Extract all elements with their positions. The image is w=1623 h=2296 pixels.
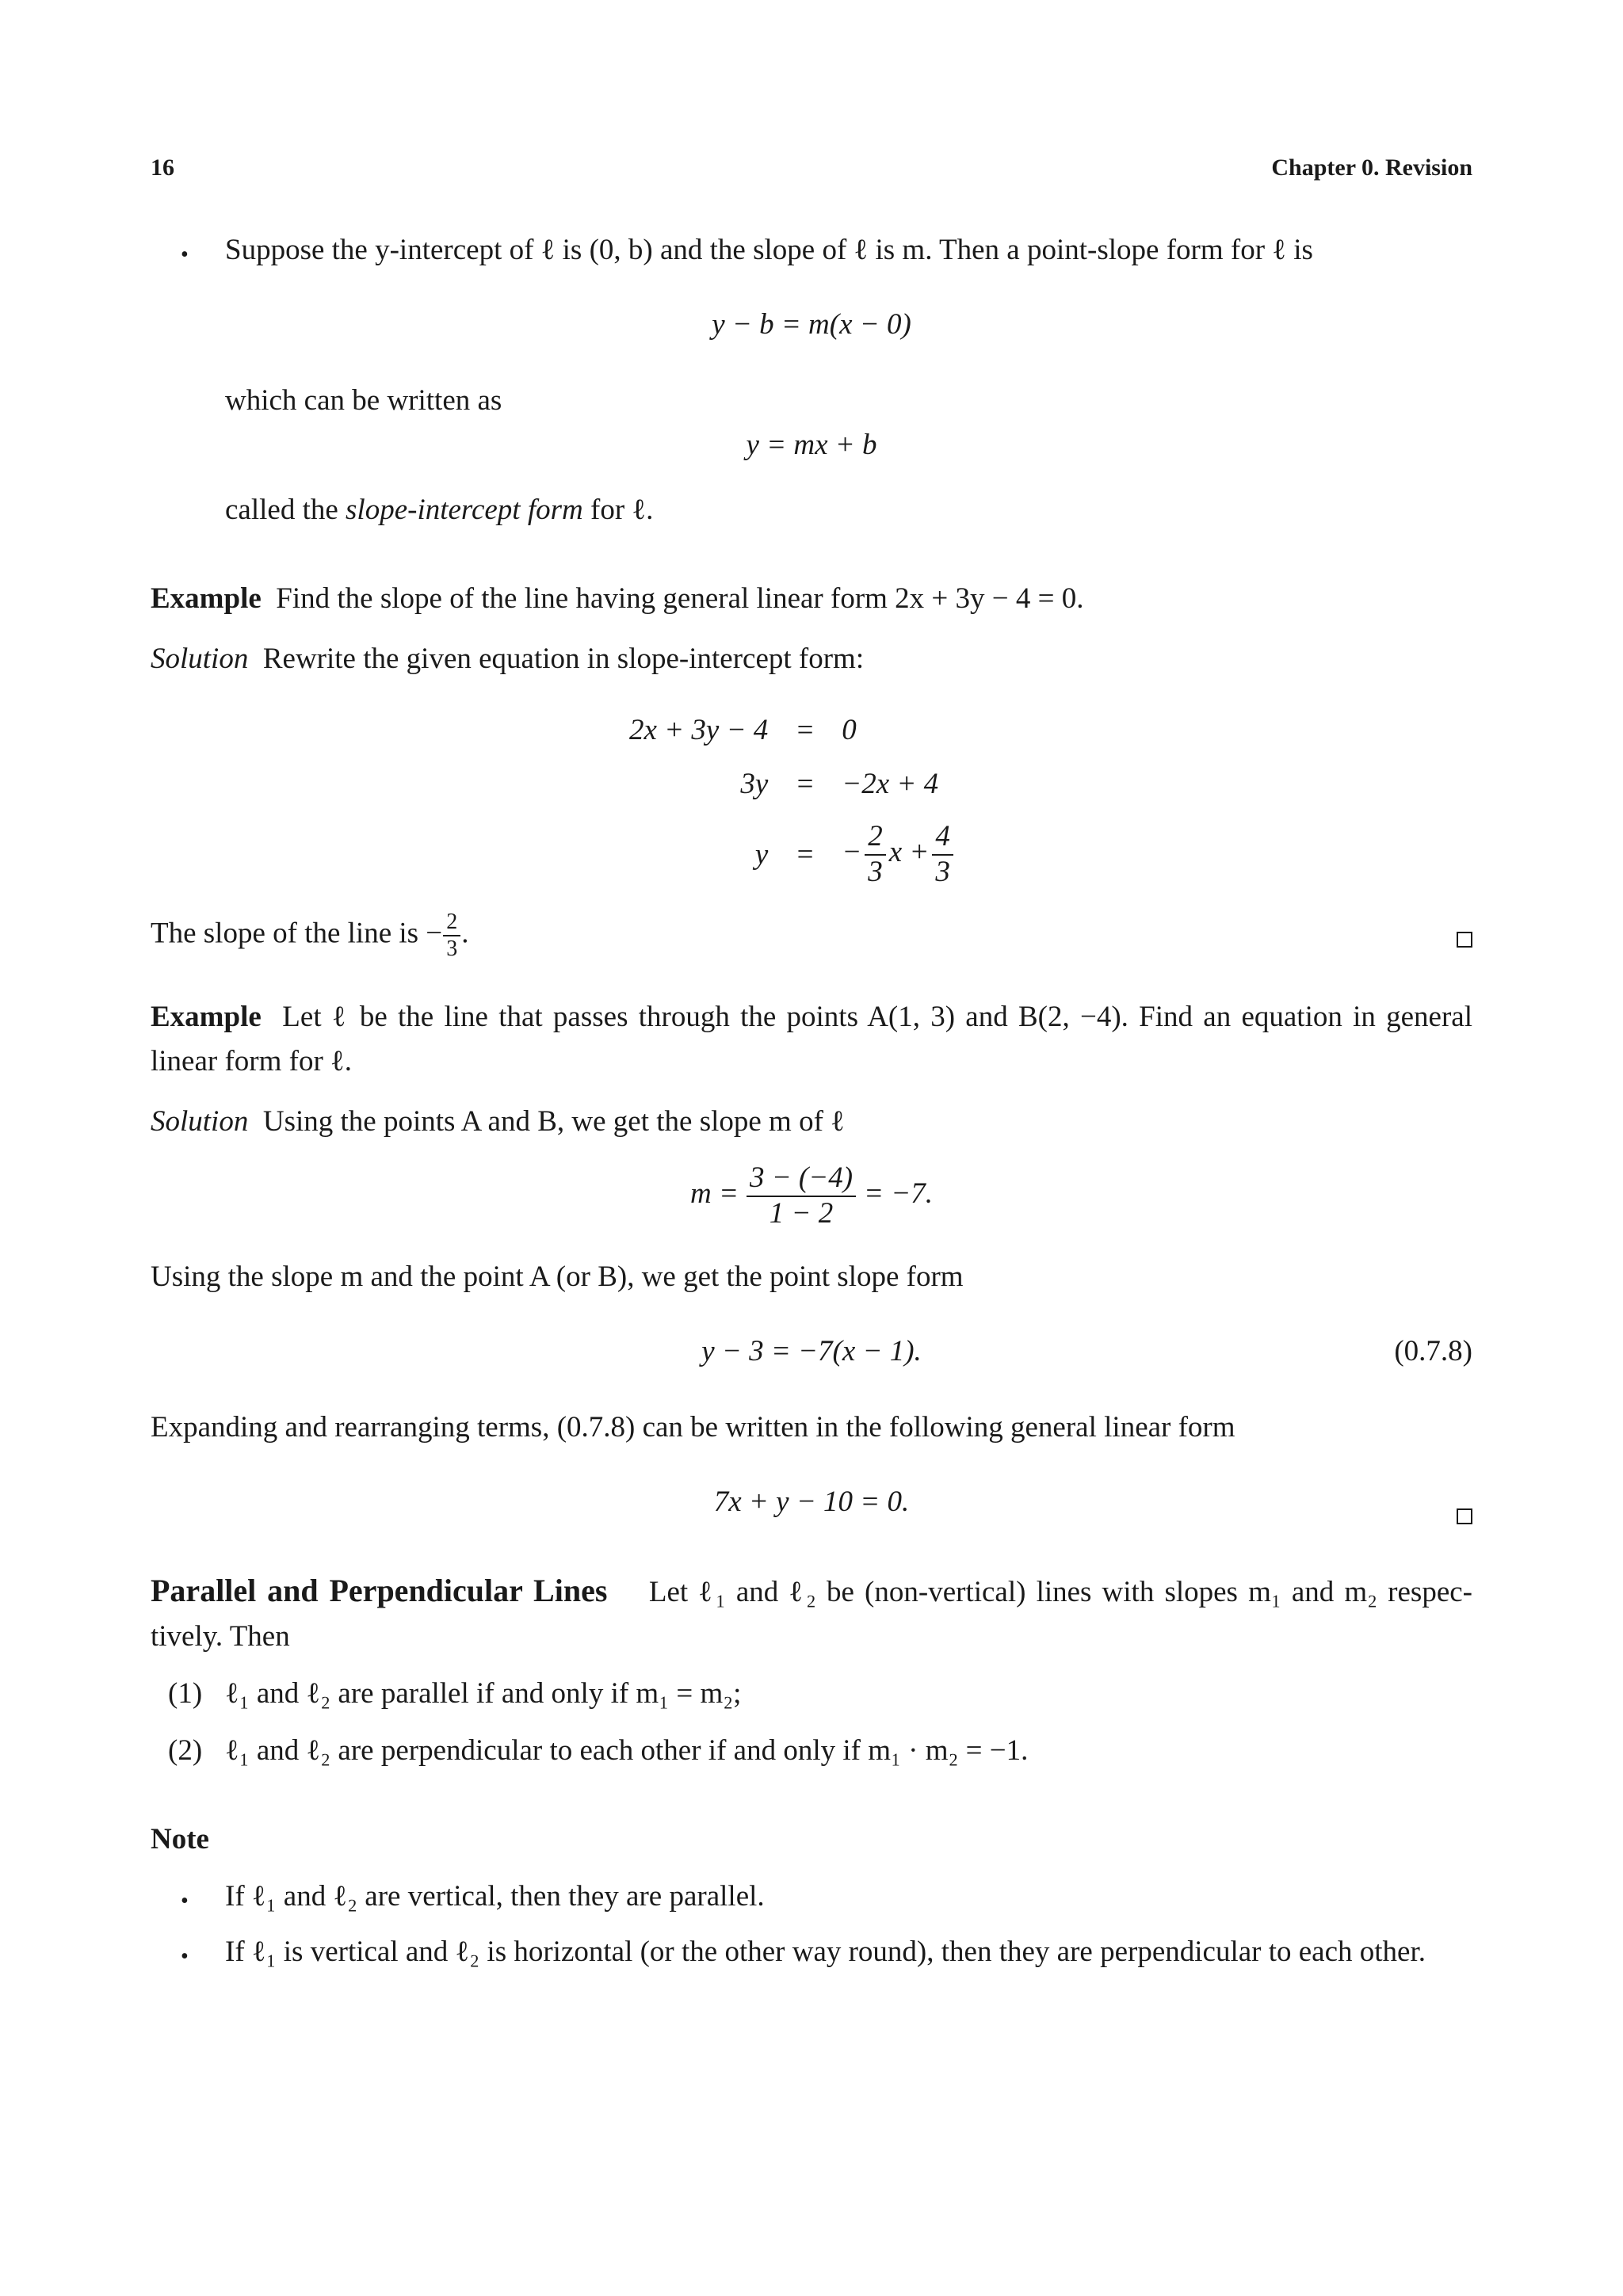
note-heading: Note: [151, 1823, 209, 1855]
bullet-text: Suppose the y-intercept of ℓ is (0, b) and the slope of ℓ is m. Then a point-slope form for ℓ is: [225, 234, 1313, 266]
slope-lhs: m =: [690, 1177, 739, 1211]
section-heading: Parallel and Perpendicular Lines: [151, 1573, 608, 1608]
qed-box-icon: [1457, 932, 1472, 948]
fraction-denominator: 1 − 2: [769, 1196, 834, 1230]
equation-row: [618, 811, 968, 898]
fraction-numerator: 2: [443, 910, 460, 936]
example2-statement: [151, 998, 1472, 1036]
fraction-numerator: 4: [932, 820, 953, 856]
equation-array: [618, 704, 968, 898]
conclusion-text: The slope of the line is −: [151, 917, 443, 950]
equation-point-slope-intercept: y − b = m(x − 0): [712, 308, 911, 341]
which-written-text: which can be written as: [225, 384, 502, 417]
slope-intercept-term: slope-intercept form: [346, 494, 583, 526]
equation-number: (0.7.8): [1394, 1335, 1472, 1367]
eq-rel: =: [795, 767, 815, 800]
called-text: [225, 491, 653, 529]
list-item-number: (2): [168, 1734, 203, 1767]
eq-rel: =: [795, 837, 815, 871]
eq-lhs: 2x + 3y − 4: [629, 713, 769, 746]
equation-row: [618, 757, 968, 811]
fraction-denominator: 3: [446, 936, 458, 962]
expanding-text: Expanding and rearranging terms, (0.7.8) can be written in the following general linear form: [151, 1411, 1235, 1444]
eq-rhs: −2x + 4: [842, 767, 939, 800]
parallel-intro-line2: tively. Then: [151, 1620, 290, 1653]
equation-slope-intercept: y = mx + b: [746, 429, 877, 461]
equation-general-form: 7x + y − 10 = 0.: [713, 1486, 910, 1518]
example-label: Example: [151, 1001, 262, 1033]
slope-rhs: = −7.: [864, 1177, 933, 1211]
eq-rel: =: [795, 713, 815, 746]
example1-text: Find the slope of the line having general linear form 2x + 3y − 4 = 0.: [276, 582, 1084, 615]
bullet-dot: •: [181, 1889, 189, 1913]
example-label: Example: [151, 582, 262, 615]
using-slope-text: Using the slope m and the point A (or B), we get the point slope form: [151, 1261, 964, 1293]
eq-mid: x +: [888, 836, 930, 869]
fraction-numerator: 2: [865, 820, 886, 856]
fraction: [865, 820, 886, 889]
solution-text: Using the points A and B, we get the slope m of ℓ: [262, 1105, 845, 1138]
solution-text: Rewrite the given equation in slope-intercept form:: [262, 643, 865, 675]
fraction-denominator: 3: [935, 856, 950, 888]
minus-sign: −: [842, 836, 862, 869]
equation-point-slope: y − 3 = −7(x − 1).: [701, 1335, 922, 1367]
running-header: Chapter 0. Revision: [1271, 154, 1472, 181]
eq-lhs: y: [754, 837, 769, 871]
eq-rhs: 0: [842, 713, 857, 746]
bullet-dot: •: [181, 1944, 189, 1969]
example2-text-line2: linear form for ℓ.: [151, 1045, 353, 1077]
example2-text: Let ℓ be the line that passes through the points A(1, 3) and B(2, −4). Find an equation in general: [282, 1001, 1473, 1033]
bullet-dot: •: [181, 242, 189, 267]
example1-conclusion: [151, 910, 468, 962]
slope-equation: [0, 1161, 1623, 1230]
example1-solution: [151, 640, 864, 678]
conclusion-suffix: .: [461, 917, 469, 950]
parallel-intro-text: Let ℓ₁ and ℓ₂ be (non-vertical) lines with slopes m₁ and m₂ respec-: [648, 1576, 1472, 1608]
list-item: ℓ₁ and ℓ₂ are parallel if and only if m₁ = m₂;: [225, 1677, 742, 1710]
equation-row: [618, 704, 968, 757]
called-prefix: called the: [225, 494, 346, 526]
note-item: If ℓ₁ is vertical and ℓ₂ is horizontal (or the other way round), then they are perpendicular to each other.: [225, 1936, 1426, 1968]
parallel-intro: [151, 1570, 1472, 1611]
page-number: 16: [151, 154, 174, 181]
note-item: If ℓ₁ and ℓ₂ are vertical, then they are parallel.: [225, 1880, 765, 1913]
solution-label: Solution: [151, 643, 249, 675]
fraction: [443, 910, 460, 962]
list-item: ℓ₁ and ℓ₂ are perpendicular to each other if and only if m₁ · m₂ = −1.: [225, 1734, 1029, 1767]
fraction-numerator: 3 − (−4): [747, 1161, 856, 1197]
list-item-number: (1): [168, 1677, 203, 1710]
example2-solution: [151, 1103, 845, 1141]
called-suffix: for ℓ.: [582, 494, 654, 526]
eq-rhs: [831, 811, 968, 898]
qed-box-icon: [1457, 1508, 1472, 1524]
solution-label: Solution: [151, 1105, 249, 1138]
eq-lhs: 3y: [740, 767, 769, 800]
fraction-denominator: 3: [868, 856, 883, 888]
fraction: [932, 820, 953, 889]
fraction: [747, 1161, 856, 1230]
example1-statement: [151, 580, 1084, 618]
